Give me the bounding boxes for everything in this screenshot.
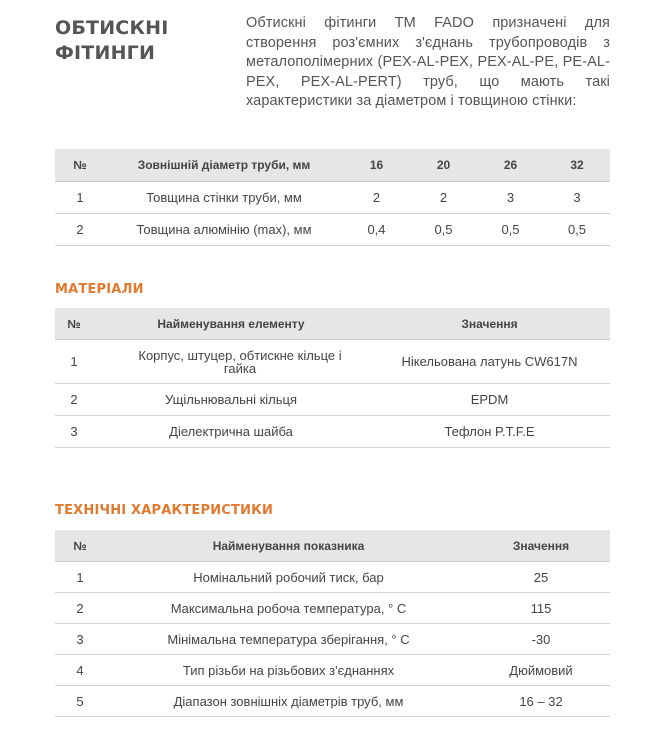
table-row: [55, 384, 610, 416]
cell-number: 1: [55, 340, 93, 384]
table-row: [55, 340, 610, 384]
cell-element: Ущільнювальні кільця: [93, 384, 369, 416]
page-title: [55, 16, 245, 66]
col-number: №: [55, 308, 93, 340]
col-element-name: Найменування елементу: [93, 308, 369, 340]
col-indicator-name: Найменування показника: [105, 530, 472, 562]
table-row: [55, 655, 610, 686]
table-header-row: [55, 308, 610, 340]
col-value: Значення: [369, 308, 610, 340]
cell-number: 1: [55, 562, 105, 593]
cell-value: 0,5: [544, 214, 610, 246]
table-header-row: [55, 149, 610, 182]
table-row: [55, 214, 610, 246]
col-number: №: [55, 530, 105, 562]
col-d32: 32: [544, 149, 610, 182]
cell-value: 0,5: [410, 214, 477, 246]
specs-section-title: ТЕХНІЧНІ ХАРАКТЕРИСТИКИ: [55, 503, 274, 518]
cell-number: 2: [55, 214, 105, 246]
title-line-2: ФІТИНГИ: [55, 42, 156, 64]
materials-section-title: МАТЕРІАЛИ: [55, 282, 144, 297]
technical-specs-table: [55, 530, 610, 717]
col-outer-diameter: Зовнішній діаметр труби, мм: [105, 149, 343, 182]
cell-indicator: Мінімальна температура зберігання, ° С: [105, 624, 472, 655]
cell-element: Корпус, штуцер, обтискне кільце і гайка: [93, 340, 369, 384]
table-header-row: [55, 530, 610, 562]
col-value: Значення: [472, 530, 610, 562]
col-d20: 20: [410, 149, 477, 182]
cell-parameter: Товщина стінки труби, мм: [105, 182, 343, 214]
cell-value: -30: [472, 624, 610, 655]
pipe-dimensions-table: [55, 149, 610, 246]
table-row: [55, 624, 610, 655]
cell-element: Діелектрична шайба: [93, 416, 369, 448]
cell-number: 3: [55, 416, 93, 448]
cell-value: Тефлон P.T.F.E: [369, 416, 610, 448]
table-row: [55, 182, 610, 214]
cell-number: 4: [55, 655, 105, 686]
cell-number: 1: [55, 182, 105, 214]
col-d26: 26: [477, 149, 544, 182]
cell-value: 16 – 32: [472, 686, 610, 717]
cell-value: 0,4: [343, 214, 410, 246]
cell-value: Дюймовий: [472, 655, 610, 686]
table-row: [55, 686, 610, 717]
cell-number: 3: [55, 624, 105, 655]
cell-value: 2: [410, 182, 477, 214]
cell-indicator: Номінальний робочий тиск, бар: [105, 562, 472, 593]
table-row: [55, 593, 610, 624]
title-line-1: ОБТИСКНІ: [55, 17, 169, 39]
cell-number: 2: [55, 593, 105, 624]
cell-number: 5: [55, 686, 105, 717]
cell-number: 2: [55, 384, 93, 416]
cell-value: 3: [544, 182, 610, 214]
cell-indicator: Тип різьби на різьбових з'єднаннях: [105, 655, 472, 686]
cell-value: 2: [343, 182, 410, 214]
cell-indicator: Максимальна робоча температура, ° С: [105, 593, 472, 624]
col-d16: 16: [343, 149, 410, 182]
cell-value: 115: [472, 593, 610, 624]
cell-value: 3: [477, 182, 544, 214]
cell-value: Нікельована латунь CW617N: [369, 340, 610, 384]
cell-indicator: Діапазон зовнішніх діаметрів труб, мм: [105, 686, 472, 717]
materials-table: [55, 308, 610, 448]
cell-value: 0,5: [477, 214, 544, 246]
table-row: [55, 416, 610, 448]
cell-parameter: Товщина алюмінію (max), мм: [105, 214, 343, 246]
cell-value: 25: [472, 562, 610, 593]
table-row: [55, 562, 610, 593]
cell-value: EPDM: [369, 384, 610, 416]
intro-paragraph: Обтискні фітинги ТМ FADO призначені для створення роз'ємних з'єднань трубопроводів з металополімерних (PEX-AL-PEX, PEX-AL-PE, PE-AL-PEX, PEX-AL-PERT) труб, що мають такі характеристики за діаметром і товщиною стінки:: [246, 15, 610, 109]
col-number: №: [55, 149, 105, 182]
